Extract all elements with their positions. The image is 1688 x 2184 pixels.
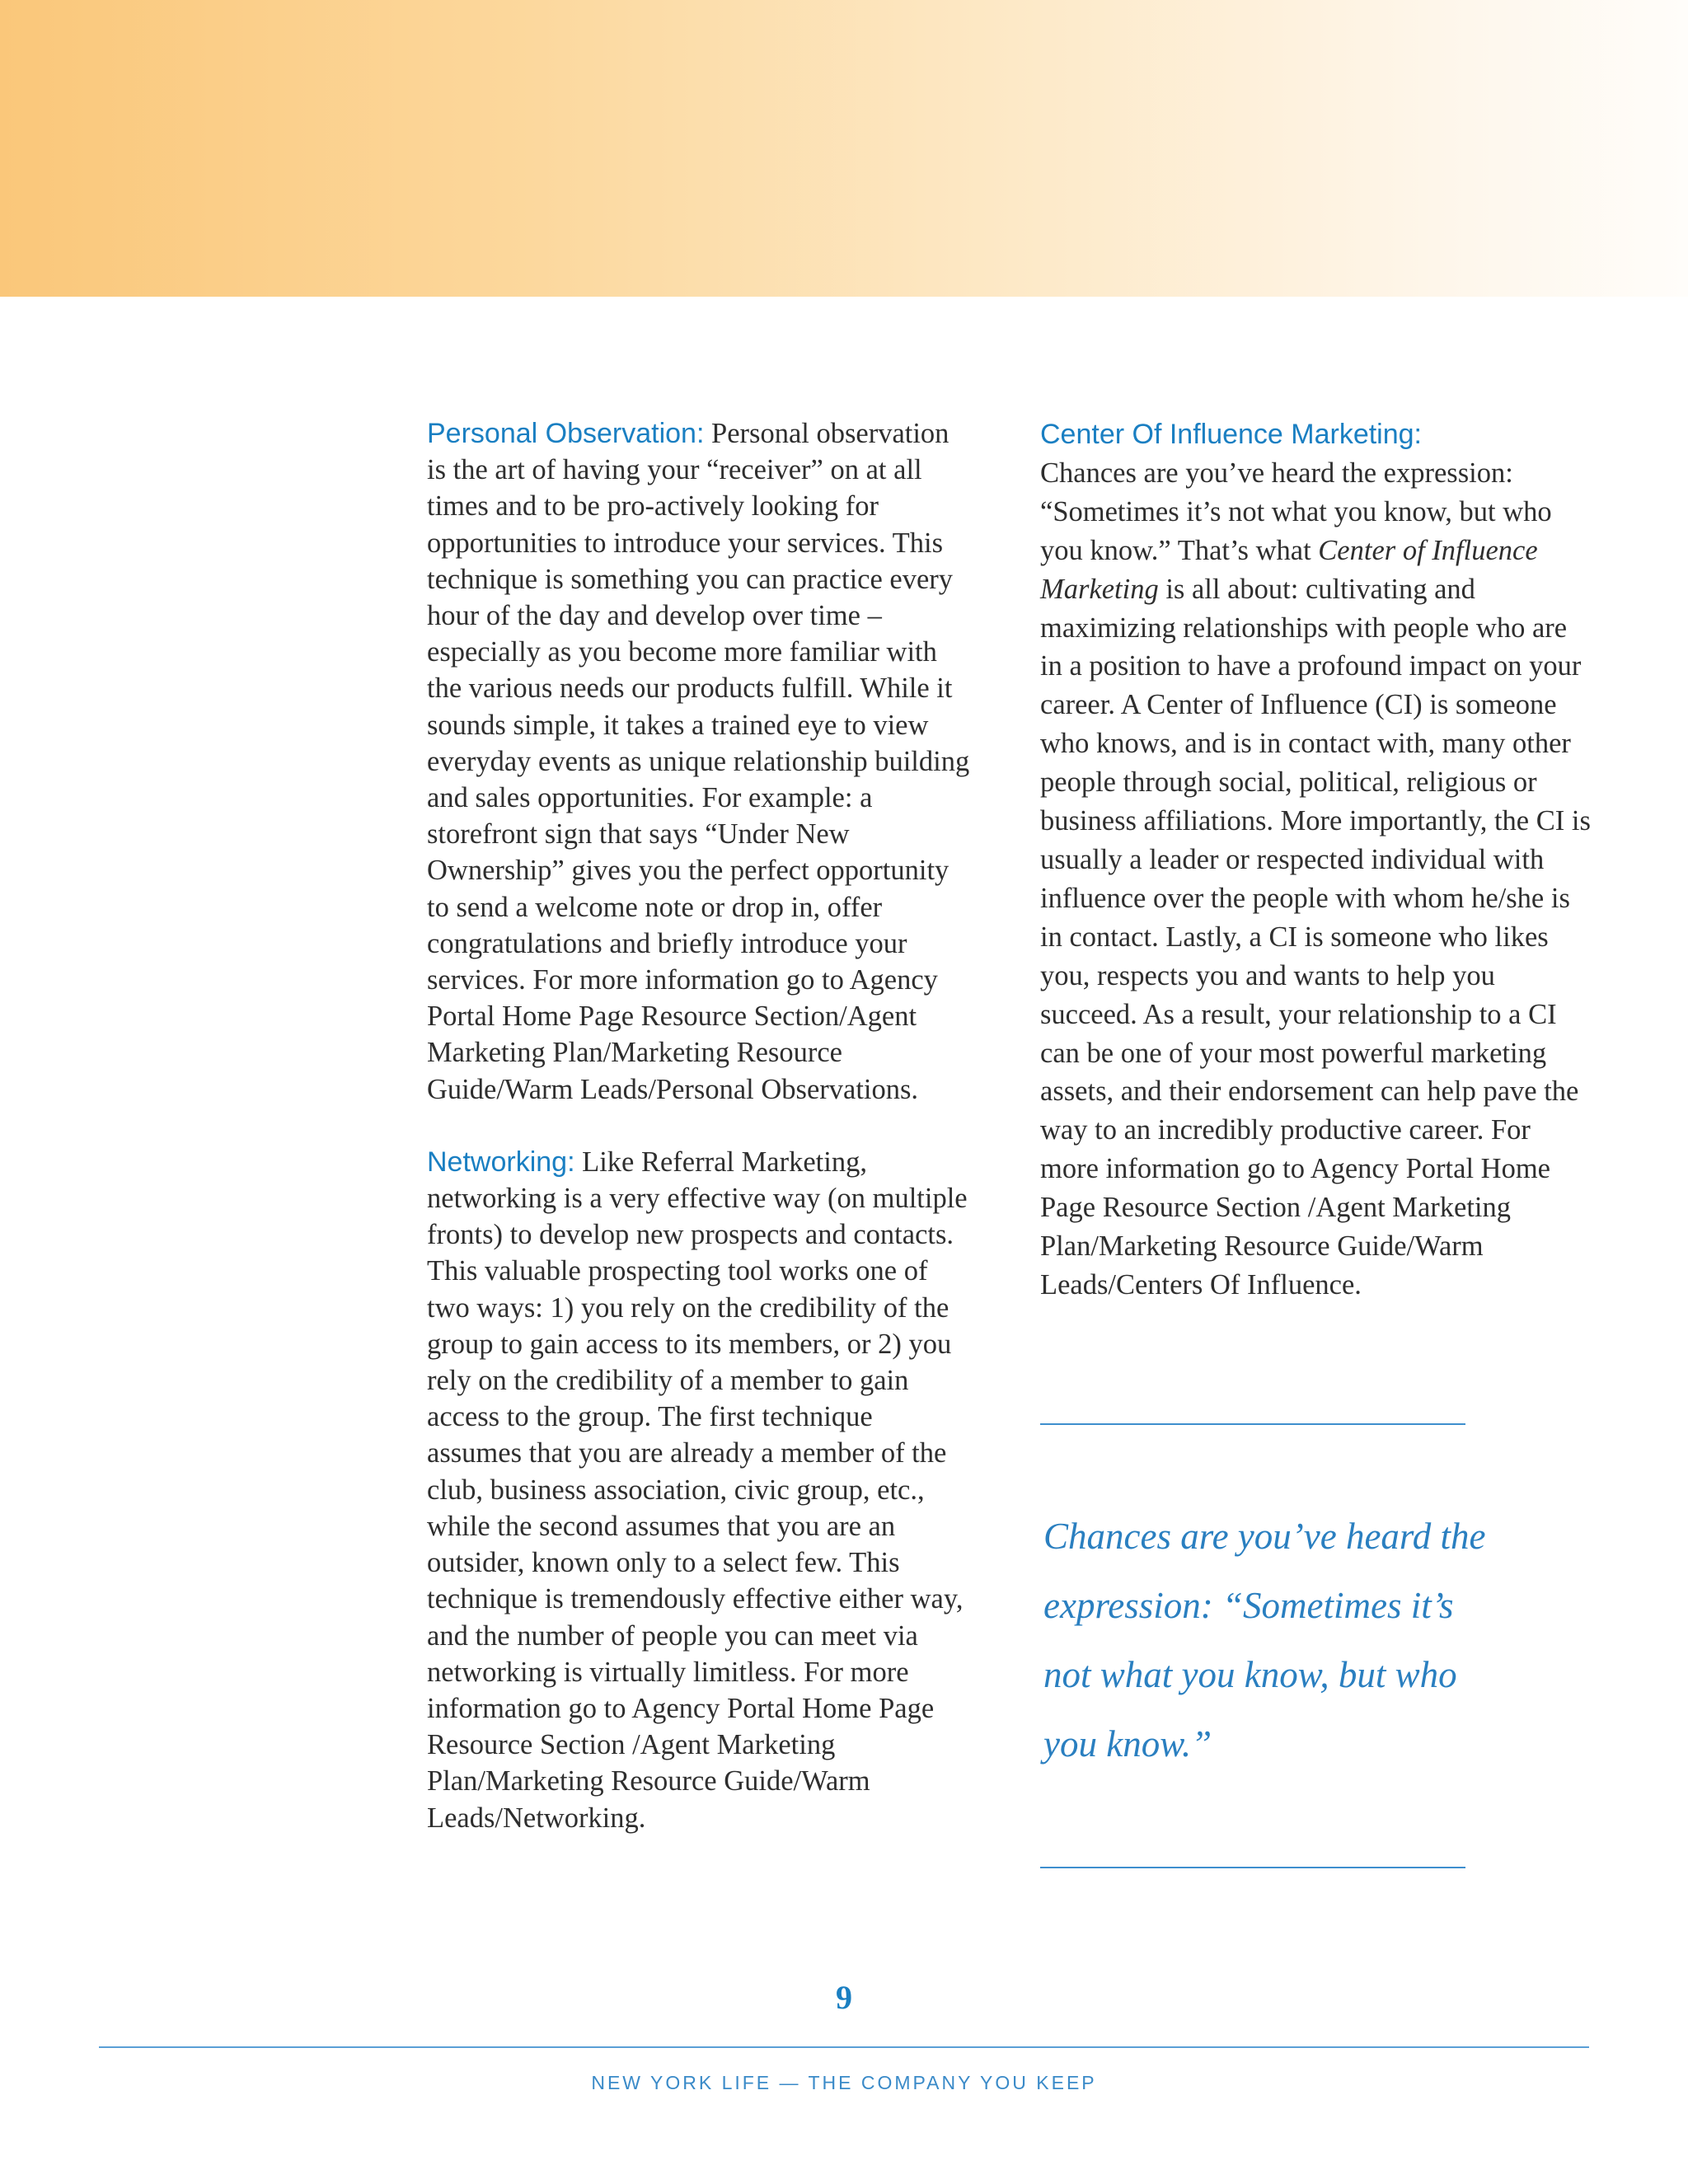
center-of-influence-body-emphasis: Center of Influence Marketing: [1040, 534, 1538, 605]
personal-observation-section: [427, 415, 971, 1108]
footer-tagline: NEW YORK LIFE — THE COMPANY YOU KEEP: [591, 2072, 1097, 2093]
footer-rule: [99, 2046, 1589, 2048]
center-of-influence-section: [1040, 415, 1592, 1305]
header-gradient-band: [0, 0, 1688, 297]
center-of-influence-body-intro: Chances are you’ve heard the expression: “Sometimes it’s not what you know, but who you know.” That’s what: [1040, 457, 1552, 566]
networking-heading: Networking:: [427, 1146, 575, 1178]
center-of-influence-heading: Center Of Influence Marketing:: [1040, 419, 1423, 450]
left-column: [427, 415, 971, 1872]
personal-observation-heading: Personal Observation:: [427, 418, 705, 449]
pull-quote: Chances are you’ve heard the expression: “Sometimes it’s not what you know, but who you know.”: [1043, 1516, 1486, 1765]
page-number: 9: [836, 1979, 852, 2016]
center-of-influence-body-rest: is all about: cultivating and maximizing relationships with people who are in a position to have a profound impact on your career. A Center of Influence (CI) is someone who knows, and is in contact with, many other people through social, political, religious or business affiliations. More importantly, the CI is usually a leader or respected individual with influence over the people with whom he/she is in contact. Lastly, a CI is someone who likes you, respects you and wants to help you succeed. As a result, your relationship to a CI can be one of your most powerful marketing assets, and their endorsement can help pave the way to an incredibly productive career. For more information go to Agency Portal Home Page Resource Section /Agent Marketing Plan/Marketing Resource Guide/Warm Leads/Centers Of Influence.: [1040, 573, 1591, 1301]
pull-quote-bottom-rule: [1040, 1867, 1465, 1868]
personal-observation-body: Personal observation is the art of having your “receiver” on at all times and to be pro-actively looking for opportunities to introduce your services. This technique is something you can practice every hour of the day and develop over time – especially as you become more familiar with the various needs our products fulfill. While it sounds simple, it takes a trained eye to view everyday events as unique relationship building and sales opportunities. For example: a storefront sign that says “Under New Ownership” gives you the perfect opportunity to send a welcome note or drop in, offer congratulations and briefly introduce your services. For more information go to Agency Portal Home Page Resource Section/Agent Marketing Plan/Marketing Resource Guide/Warm Leads/Personal Observations.: [427, 418, 970, 1105]
right-column: [1040, 415, 1592, 1341]
pull-quote-top-rule: [1040, 1423, 1465, 1425]
networking-body: Like Referral Marketing, networking is a very effective way (on multiple fronts) to develop new prospects and contacts. This valuable prospecting tool works one of two ways: 1) you rely on the credibility of the group to gain access to its members, or 2) you rely on the credibility of a member to gain access to the group. The first technique assumes that you are already a member of the club, business association, civic group, etc., while the second assumes that you are an outsider, known only to a select few. This technique is tremendously effective either way, and the number of people you can meet via networking is virtually limitless. For more information go to Agency Portal Home Page Resource Section /Agent Marketing Plan/Marketing Resource Guide/Warm Leads/Networking.: [427, 1146, 968, 1834]
networking-section: [427, 1144, 971, 1836]
